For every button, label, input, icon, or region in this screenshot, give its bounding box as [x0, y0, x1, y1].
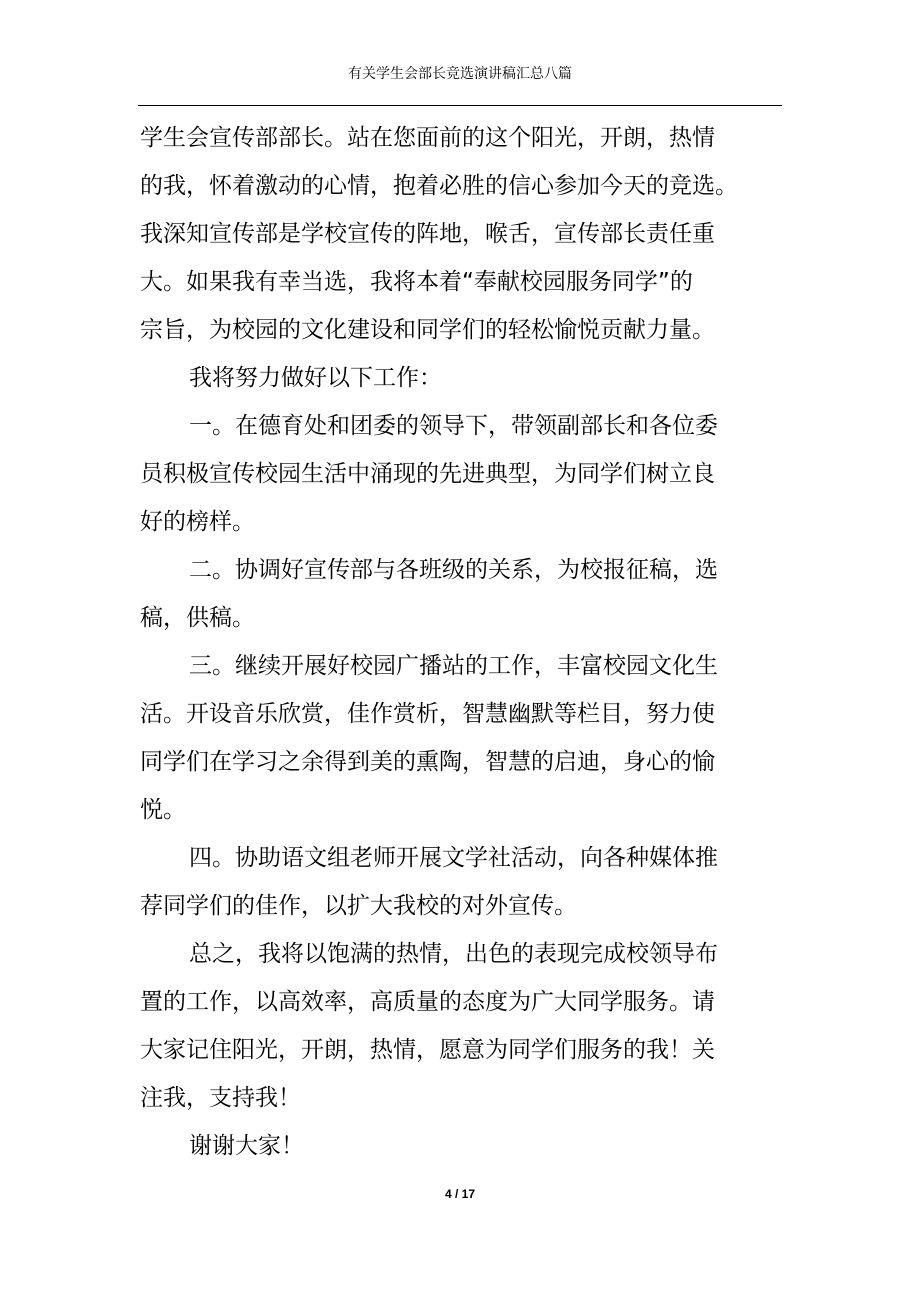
paragraph — [140, 402, 786, 546]
document-title: 有关学生会部长竞选演讲稿汇总八篇 — [348, 66, 572, 82]
text-line: 总之，我将以饱满的热情，出色的表现完成校领导布 — [189, 941, 718, 967]
paragraph — [140, 834, 786, 930]
page-header — [138, 62, 782, 108]
text-line: 我深知宣传部是学校宣传的阵地，喉舌，宣传部长责任重 — [140, 221, 715, 247]
text-line: 员积极宣传校园生活中涌现的先进典型，为同学们树立良 — [140, 461, 715, 487]
text-line: 学生会宣传部部长。站在您面前的这个阳光，开朗，热情 — [140, 125, 715, 151]
text-line: 同学们在学习之余得到美的熏陶，智慧的启迪，身心的愉 — [140, 749, 715, 775]
paragraph — [140, 930, 786, 1122]
header-divider — [138, 105, 782, 106]
text-line: 二。协调好宣传部与各班级的关系，为校报征稿，选 — [189, 557, 718, 583]
text-line: 三。继续开展好校园广播站的工作，丰富校园文化生 — [189, 653, 718, 679]
text-line: 好的榜样。 — [140, 509, 255, 535]
text-line: 大家记住阳光，开朗，热情，愿意为同学们服务的我！关 — [140, 1037, 715, 1063]
text-line: 我将努力做好以下工作： — [189, 365, 442, 391]
text-line: 悦。 — [140, 797, 186, 823]
text-line: 活。开设音乐欣赏，佳作赏析，智慧幽默等栏目，努力使 — [140, 701, 715, 727]
text-line: 谢谢大家！ — [189, 1133, 304, 1159]
text-line: 稿，供稿。 — [140, 605, 255, 631]
text-line: 荐同学们的佳作，以扩大我校的对外宣传。 — [140, 893, 577, 919]
paragraph — [140, 1122, 786, 1170]
text-line: 注我，支持我！ — [140, 1085, 301, 1111]
text-line: 的我，怀着激动的心情，抱着必胜的信心参加今天的竞选。 — [140, 173, 738, 199]
text-line: 四。协助语文组老师开展文学社活动，向各种媒体推 — [189, 845, 718, 871]
page-number: 4 / 17 — [444, 1187, 476, 1201]
paragraph — [140, 114, 786, 354]
text-line: 一。在德育处和团委的领导下，带领副部长和各位委 — [189, 413, 718, 439]
paragraph — [140, 642, 786, 834]
paragraph — [140, 354, 786, 402]
paragraph — [140, 546, 786, 642]
document-body — [140, 114, 786, 1170]
text-line: 大。如果我有幸当选，我将本着“奉献校园服务同学”的 — [140, 269, 693, 295]
text-line: 宗旨，为校园的文化建设和同学们的轻松愉悦贡献力量。 — [140, 317, 715, 343]
text-line: 置的工作，以高效率，高质量的态度为广大同学服务。请 — [140, 989, 715, 1015]
